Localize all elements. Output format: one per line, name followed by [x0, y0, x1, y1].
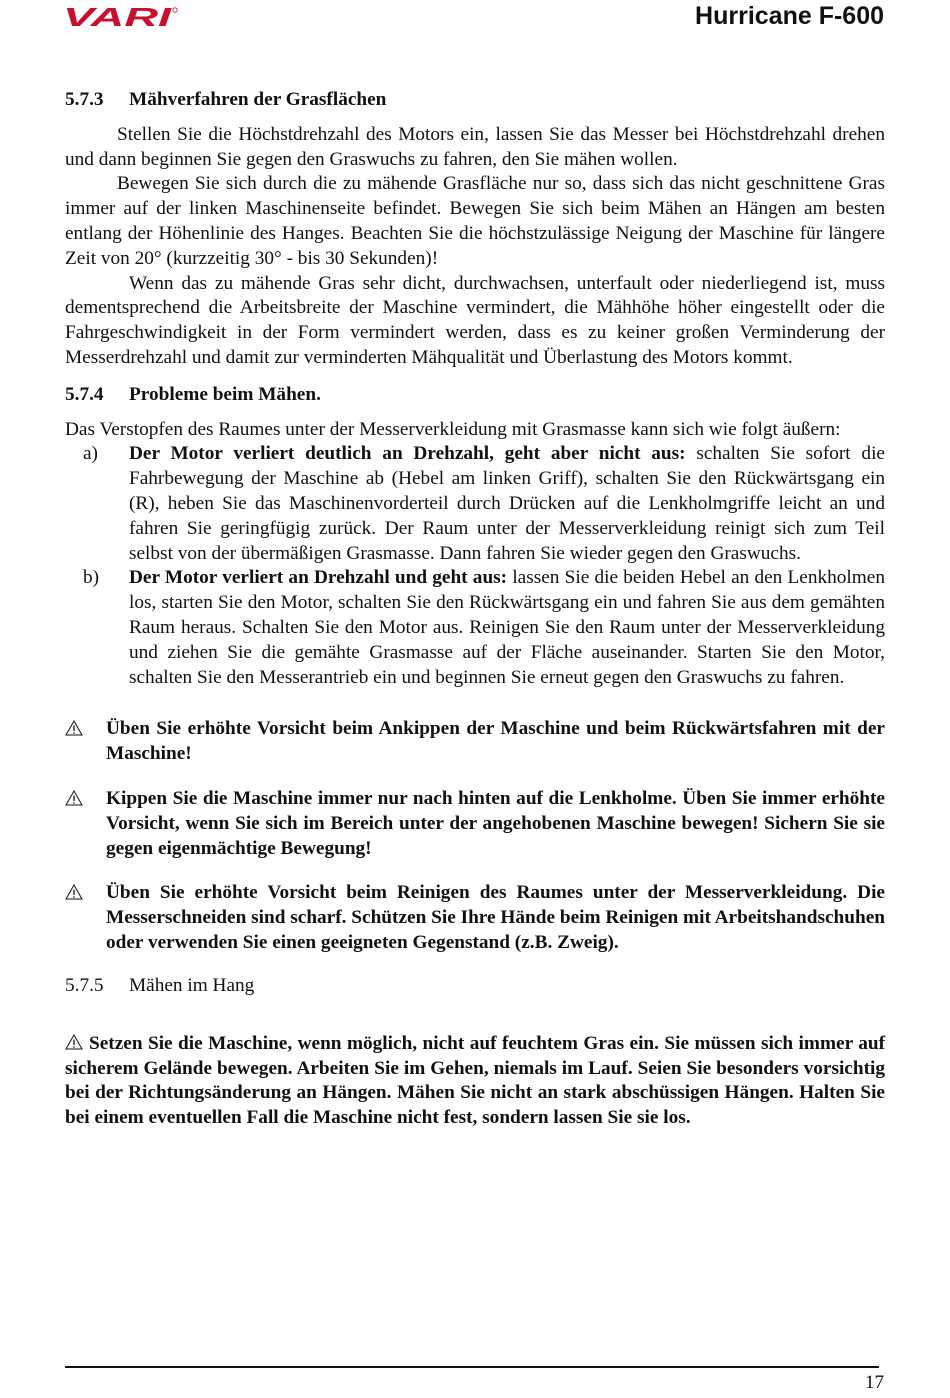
section-number: 5.7.5: [65, 974, 104, 996]
paragraph: Bewegen Sie sich durch die zu mähende Grasfläche nur so, dass sich das nicht geschnittene Gras immer auf der linken Maschinenseite befindet. Bewegen Sie sich beim Mähen an Hängen am besten entlang der Höhenlinie des Hanges. Beachten Sie die höchstzulässige Neigung der Maschine für längere Zeit von 20° (kurzzeitig 30° - bis 30 Sekunden)!: [65, 173, 885, 269]
document-title: Hurricane F-600: [695, 2, 884, 30]
warning-text: Üben Sie erhöhte Vorsicht beim Reinigen des Raumes unter der Messerverkleidung. Die Messerschneiden sind scharf. Schützen Sie Ihre Hände beim Reinigen mit Arbeitshandschuhen oder verwenden Sie einen geeigneten Gegenstand (z.B. Zweig).: [106, 882, 885, 953]
section-heading-5-7-4: [65, 383, 885, 408]
list-item-text: lassen Sie die beiden Hebel an den Lenkholmen los, starten Sie den Motor, schalten Sie den Rückwärtsgang ein und fahren Sie aus dem gemähten Raum heraus. Schalten Sie den Motor aus. Reinigen Sie den Raum unter der Messerverkleidung und ziehen Sie die gemähte Grasmasse auf der Fläche auseinander. Starten Sie den Motor, schalten Sie den Messerantrieb ein und beginnen Sie erneut gegen den Graswuchs zu fahren.: [129, 567, 885, 688]
list-item: [65, 442, 885, 566]
list-marker: b): [83, 567, 100, 589]
paragraph: Das Verstopfen des Raumes unter der Messerverkleidung mit Grasmasse kann sich wie folgt äußern:: [65, 418, 841, 440]
page-number: 17: [865, 1372, 884, 1393]
section-heading-5-7-5: [65, 974, 885, 999]
page-content: [65, 88, 885, 1150]
section-title: Mähverfahren der Grasflächen: [129, 89, 387, 110]
list-marker: a): [83, 443, 98, 465]
paragraph: Stellen Sie die Höchstdrehzahl des Motors ein, lassen Sie das Messer bei Höchstdrehzahl drehen und dann beginnen Sie gegen den Graswuchs zu fahren, den Sie mähen wollen.: [65, 123, 885, 170]
warning-block: [65, 1032, 885, 1131]
warning-text: Üben Sie erhöhte Vorsicht beim Ankippen der Maschine und beim Rückwärtsfahren mit der Maschine!: [106, 718, 885, 765]
warning-triangle-icon: [65, 720, 83, 736]
section-title: Mähen im Hang: [129, 974, 255, 996]
list-item-lead: Der Motor verliert an Drehzahl und geht aus:: [129, 567, 508, 589]
warning-triangle-icon: [65, 1034, 83, 1050]
list-item-lead: Der Motor verliert deutlich an Drehzahl, geht aber nicht aus:: [129, 443, 686, 465]
list-item: [65, 566, 885, 690]
section-number: 5.7.3: [65, 89, 104, 110]
warning-text: Setzen Sie die Maschine, wenn möglich, nicht auf feuchtem Gras ein. Sie müssen sich immer auf sicherem Gelände bewegen. Arbeiten Sie im Gehen, niemals im Lauf. Seien Sie besonders vorsichtig bei der Richtungsänderung an Hängen. Mähen Sie nicht an stark abschüssigen Hängen. Halten Sie bei einem eventuellen Fall die Maschine nicht fest, sondern lassen Sie sie los.: [65, 1032, 885, 1129]
warning-block: [65, 881, 885, 955]
section-title: Probleme beim Mähen.: [129, 383, 321, 405]
warning-block: [65, 717, 885, 767]
footer-divider: [65, 1366, 879, 1368]
warning-triangle-icon: [65, 790, 83, 806]
section-heading-5-7-3: [65, 88, 885, 113]
vari-logo: [63, 4, 178, 30]
warning-triangle-icon: [65, 884, 83, 900]
paragraph: Wenn das zu mähende Gras sehr dicht, durchwachsen, unterfault oder niederliegend ist, muss dementsprechend die Arbeitsbreite der Maschine vermindert, die Mähhöhe höher eingestellt oder die Fahrgeschwindigkeit in der Form vermindert werden, dass es zu keiner großen Verminderung der Messerdrehzahl und damit zur verminderten Mähqualität und Überlastung des Motors kommt.: [65, 272, 885, 368]
list-item-text: schalten Sie sofort die Fahrbewegung der Maschine ab (Hebel am linken Griff), schalten Sie den Rückwärtsgang ein (R), heben Sie das Maschinenvorderteil durch Drücken auf die Lenkholmgriffe leicht an und fahren Sie geringfügig zurück. Der Raum unter der Messerverkleidung reinigt sich zum Teil selbst von der übermäßigen Grasmasse. Dann fahren Sie wieder gegen den Graswuchs.: [129, 443, 885, 564]
svg-text:VARI: VARI: [63, 4, 173, 30]
warning-block: [65, 787, 885, 861]
section-number: 5.7.4: [65, 383, 104, 405]
warning-text: Kippen Sie die Maschine immer nur nach hinten auf die Lenkholme. Üben Sie immer erhöhte Vorsicht, wenn Sie sich im Bereich unter der angehobenen Maschine bewegen! Sichern Sie sie gegen eigenmächtige Bewegung!: [106, 787, 885, 859]
